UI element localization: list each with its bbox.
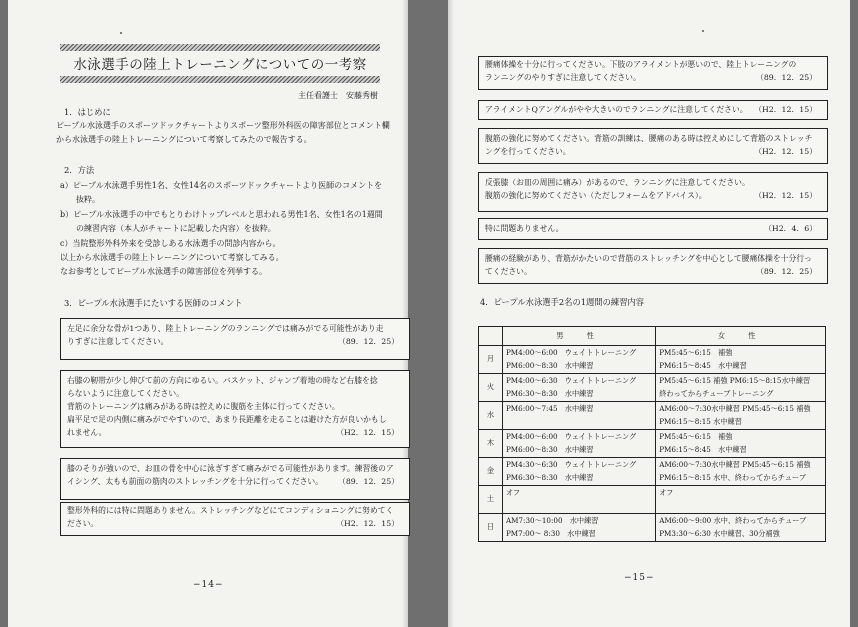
method-line: a）ピープル水泳選手男性1名、女性14名のスポーツドックチャートより医師のコメントを (60, 181, 383, 190)
title-band (60, 44, 380, 84)
comment-box (478, 172, 828, 212)
comment-text: 反張膝（お皿の周囲に痛み）があるので、ランニングに注意してください。 (485, 178, 750, 187)
female-cell: オフ (656, 486, 826, 514)
comment-text: れません。 (67, 428, 107, 437)
title-rule-bottom (60, 76, 380, 83)
comment-text: 扁平足で足の内側に痛みがでやすいので、あまり長距離を走ることは避けた方が良いかもし (67, 415, 387, 424)
comment-date: （H2．12．15） (754, 147, 817, 156)
female-header: 女 性 (656, 327, 826, 346)
male-cell: AM7:30〜10:00 水中練習 PM7:00〜 8:30 水中練習 (502, 514, 655, 542)
day-cell: 水 (479, 402, 503, 430)
day-cell: 火 (479, 374, 503, 402)
comment-text: 整形外科的には特に問題ありません。ストレッチングなどにてコンディショニングに努めてく (67, 506, 394, 515)
male-header: 男 性 (502, 327, 655, 346)
male-cell: PM4:30〜6:30 ウェイトトレーニング PM6:30〜8:30 水中練習 (502, 458, 655, 486)
section1-line: ピープル水泳選手のスポーツドックチャートよりスポーツ整形外科医の障害部位とコメント欄 (56, 121, 390, 130)
method-line: なお参考としてピープル水泳選手の障害部位を列挙する。 (60, 267, 267, 276)
page-number: −15− (624, 573, 655, 583)
table-row (479, 430, 826, 458)
comment-text: 膝のそりが強いので、お皿の骨を中心に泳ぎすぎて痛みがでる可能性があります。練習後のア (67, 464, 394, 473)
male-cell: PM4:00〜6:00 ウェイトトレーニング PM6:00〜8:30 水中練習 (502, 346, 655, 374)
male-cell: PM6:00〜7:45 水中練習 (502, 402, 655, 430)
page-title: 水泳選手の陸上トレーニングについての一考察 (73, 57, 367, 73)
day-cell: 木 (479, 430, 503, 458)
female-cell: PM5:45〜6:15 補強 PM6:15〜8:45 水中練習 (656, 346, 826, 374)
comment-text: 背筋のトレーニングは痛みがある時は控えめに腹筋を主体に行ってください。 (67, 402, 340, 411)
table-row (479, 514, 826, 542)
female-cell: AM6:00〜7:30水中練習 PM5:45〜6:15 補強 PM6:15〜8:15 水中練習 (656, 402, 826, 430)
author: 主任看護士 安藤秀樹 (298, 91, 378, 100)
comment-date: （H2．12．15） (336, 428, 399, 437)
comment-date: （89．12．25） (338, 477, 399, 486)
comment-text: アライメントQアングルがやや大きいのでランニングに注意してください。 (485, 105, 748, 114)
comment-box (478, 248, 828, 284)
comment-box (60, 502, 410, 536)
left-page (8, 0, 408, 627)
practice-schedule-table (478, 326, 826, 542)
comment-date: （89．12．25） (756, 73, 817, 82)
comment-text: 腹筋の強化に努めてください。背筋の訓練は、腰痛のある時は控えめにして背筋のストレッチ (485, 134, 813, 143)
comment-text: 腰痛体操を十分に行ってください。下肢のアライメントが悪いので、陸上トレーニングの (485, 60, 797, 69)
comment-text: ランニングのやりすぎに注意してください。 (485, 73, 641, 82)
comment-date: （89．12．25） (756, 267, 817, 276)
section4-heading: 4．ピープル水泳選手2名の1週間の練習内容 (480, 297, 645, 307)
comment-text: イシング、太もも前面の筋肉のストレッチングを十分に行ってください。 (67, 477, 324, 486)
table-row (479, 402, 826, 430)
female-cell: PM5:45〜6:15 補強 PM6:15〜8:45 水中練習 (656, 430, 826, 458)
comment-text: 左足に余分な骨が1つあり、陸上トレーニングのランニングでは痛みがでる可能性があり走 (67, 324, 384, 333)
comment-date: （H2．12．15） (754, 105, 817, 114)
table-row (479, 458, 826, 486)
table-row (479, 346, 826, 374)
comment-text: 右膝の靭帯が少し伸びて前の方向にゆるい。バスケット、ジャンプ着地の時など右膝を捻 (67, 376, 378, 385)
day-cell: 金 (479, 458, 503, 486)
comment-box (60, 318, 410, 360)
section1-line: から水泳選手の陸上トレーニングについて考察してみたので報告する。 (56, 135, 312, 144)
comment-date: （H2．12．15） (754, 191, 817, 200)
table-row (479, 374, 826, 402)
comment-box (478, 128, 828, 164)
comment-box (478, 56, 828, 90)
comment-date: （H2．4．6） (764, 224, 817, 233)
right-page (448, 0, 850, 627)
day-header (479, 327, 503, 346)
comment-text: てください。 (485, 267, 532, 276)
table-row (479, 486, 826, 514)
day-cell: 日 (479, 514, 503, 542)
comment-box (478, 218, 828, 240)
method-line: b）ピープル水泳選手の中でもとりわけトップレベルと思われる男性1名、女性1名の1週間 (60, 210, 383, 219)
comment-text: 腰痛の経験があり、背筋がかたいので背筋のストレッチングを中心として腰痛体操を十分行っ (485, 254, 812, 263)
female-cell: AM6:00〜9:00 水中、終わってからチューブ PM3:30〜6:30 水中練習、30分補強 (656, 514, 826, 542)
comment-box (60, 370, 410, 448)
page-number: −14− (193, 580, 224, 590)
comment-date: （H2．12．15） (336, 519, 399, 528)
comment-text: ングを行ってください。 (485, 147, 571, 156)
male-cell: PM4:00〜6:00 ウェイトトレーニング PM6:00〜8:30 水中練習 (502, 430, 655, 458)
comment-box (60, 458, 410, 500)
male-cell: PM4:00〜6:30 ウェイトトレーニング PM6:30〜8:30 水中練習 (502, 374, 655, 402)
method-line: の練習内容（本人がチャートに記載した内容）を抜粋。 (60, 224, 276, 233)
section2-heading: 2．方法 (64, 165, 95, 175)
comment-box (478, 100, 828, 120)
male-cell: オフ (502, 486, 655, 514)
female-cell: AM6:00〜7:30水中練習 PM5:45〜6:15 補強 PM6:15〜8:15 水中、終わってからチューブ (656, 458, 826, 486)
method-line: 以上から水泳選手の陸上トレーニングについて考察してみる。 (60, 253, 284, 262)
comment-date: （89．12．25） (338, 337, 399, 346)
day-cell: 月 (479, 346, 503, 374)
comment-text: りすぎに注意してください。 (67, 337, 169, 346)
comment-text: 特に問題ありません。 (485, 224, 564, 233)
table-header-row (479, 327, 826, 346)
comment-text: ださい。 (67, 519, 99, 528)
comment-text: らないように注意してください。 (67, 389, 184, 398)
section3-heading: 3．ピープル水泳選手にたいする医師のコメント (64, 298, 243, 308)
method-line: 抜粋。 (60, 195, 100, 204)
comment-text: 腹筋の強化に努めてください（ただしフォームをアドバイス）。 (485, 191, 707, 200)
section1-heading: 1．はじめに (64, 107, 111, 117)
day-cell: 土 (479, 486, 503, 514)
title-rule-top (60, 44, 380, 51)
method-line: c）当院整形外科外来を受診しある水泳選手の問診内容から。 (60, 239, 281, 248)
female-cell: PM5:45〜6:15 補強 PM6:15〜8:15水中練習 終わってからチューブトレーニング (656, 374, 826, 402)
